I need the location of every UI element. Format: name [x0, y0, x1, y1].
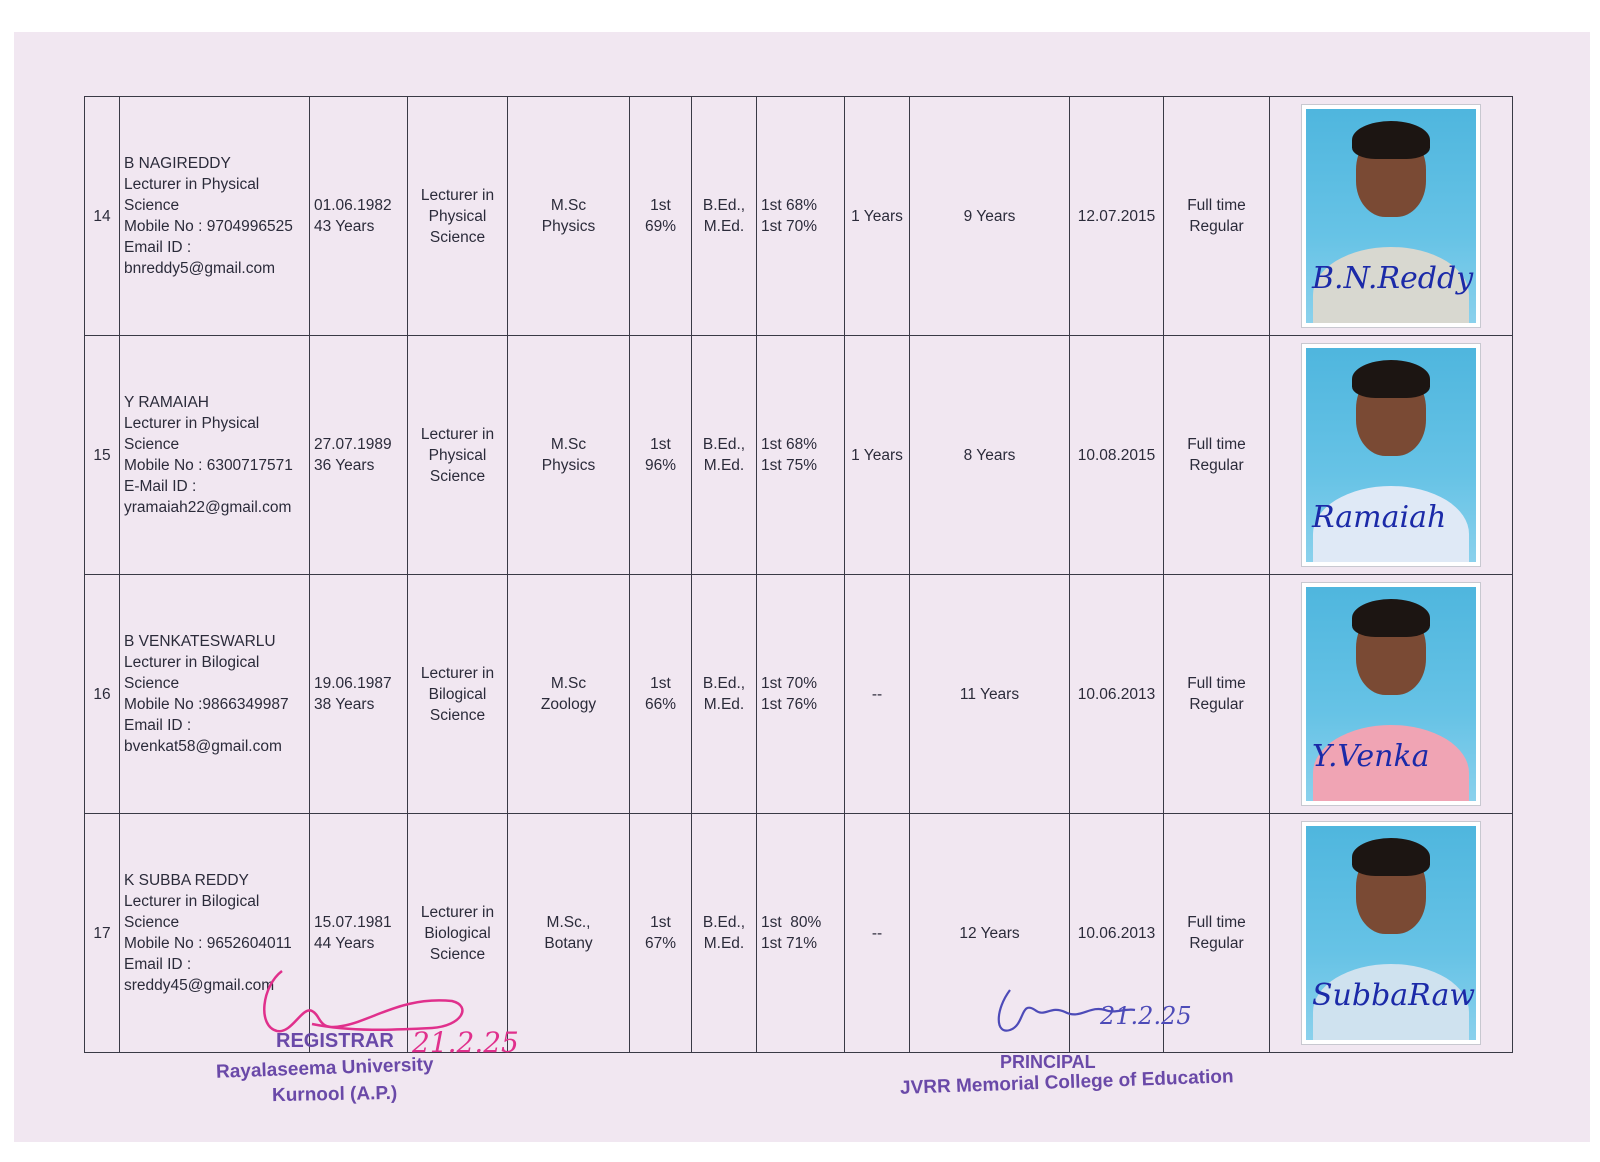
- staff-details: [120, 575, 310, 814]
- table-row: [85, 575, 1513, 814]
- staff-name: B VENKATESWARLU: [124, 633, 276, 650]
- serial-number: 14: [85, 97, 120, 336]
- staff-email: bnreddy5@gmail.com: [124, 260, 275, 277]
- professional-division: 1st 68% 1st 70%: [757, 97, 845, 336]
- professional-qualification: B.Ed., M.Ed.: [692, 575, 757, 814]
- professional-division: 1st 80% 1st 71%: [757, 814, 845, 1053]
- nature-of-appointment: Full time Regular: [1164, 575, 1270, 814]
- pg-qualification: M.Sc Physics: [508, 336, 630, 575]
- date-of-birth: 19.06.1987: [314, 675, 392, 692]
- professional-division: 1st 70% 1st 76%: [757, 575, 845, 814]
- staff-designation: Science: [124, 436, 180, 453]
- photo-hair: [1352, 599, 1430, 637]
- staff-designation: Lecturer in Physical: [124, 176, 260, 193]
- staff-email-label: Email ID :: [124, 239, 192, 256]
- post-held: Lecturer in Physical Science: [408, 336, 508, 575]
- photo-hair: [1352, 360, 1430, 398]
- experience-column-2: 12 Years: [910, 814, 1070, 1053]
- professional-qualification: B.Ed., M.Ed.: [692, 336, 757, 575]
- pg-qualification: M.Sc Physics: [508, 97, 630, 336]
- post-held: Lecturer in Biological Science: [408, 814, 508, 1053]
- table-row: [85, 97, 1513, 336]
- staff-name: K SUBBA REDDY: [124, 872, 249, 889]
- staff-email-label: Email ID :: [124, 717, 192, 734]
- date-of-birth-age: [310, 336, 408, 575]
- pg-division: 1st 67%: [630, 814, 692, 1053]
- staff-email: sreddy45@gmail.com: [124, 977, 275, 994]
- serial-number: 16: [85, 575, 120, 814]
- experience-column-2: 8 Years: [910, 336, 1070, 575]
- staff-details: [120, 336, 310, 575]
- registrar-university: Rayalaseema University: [215, 1054, 434, 1083]
- date-of-birth: 15.07.1981: [314, 914, 392, 931]
- date-of-joining: 10.06.2013: [1070, 814, 1164, 1053]
- staff-name: Y RAMAIAH: [124, 394, 209, 411]
- experience-column-1: --: [845, 575, 910, 814]
- staff-designation: Lecturer in Bilogical: [124, 654, 260, 671]
- nature-of-appointment: Full time Regular: [1164, 814, 1270, 1053]
- date-of-birth-age: [310, 575, 408, 814]
- experience-column-2: 11 Years: [910, 575, 1070, 814]
- staff-designation: Lecturer in Physical: [124, 415, 260, 432]
- faculty-table: [84, 96, 1513, 1053]
- age: 44 Years: [314, 935, 375, 952]
- principal-college: JVRR Memorial College of Education: [899, 1066, 1234, 1099]
- age: 38 Years: [314, 696, 375, 713]
- staff-mobile: Mobile No : 9652604011: [124, 935, 292, 952]
- date-of-birth: 01.06.1982: [314, 197, 392, 214]
- staff-mobile: Mobile No : 6300717571: [124, 457, 293, 474]
- pg-qualification: M.Sc Zoology: [508, 575, 630, 814]
- date-of-birth-age: [310, 97, 408, 336]
- experience-column-1: 1 Years: [845, 97, 910, 336]
- staff-designation: Lecturer in Bilogical: [124, 893, 260, 910]
- registrar-place: Kurnool (A.P.): [271, 1082, 398, 1107]
- serial-number: 17: [85, 814, 120, 1053]
- photo-cell: [1270, 336, 1513, 575]
- staff-details: [120, 97, 310, 336]
- photo-hair: [1352, 121, 1430, 159]
- staff-email: bvenkat58@gmail.com: [124, 738, 282, 755]
- staff-name: B NAGIREDDY: [124, 155, 231, 172]
- experience-column-1: --: [845, 814, 910, 1053]
- photo-cell: [1270, 97, 1513, 336]
- date-of-joining: 12.07.2015: [1070, 97, 1164, 336]
- staff-email: yramaiah22@gmail.com: [124, 499, 292, 516]
- handwritten-signature: B.N.Reddy: [1312, 261, 1474, 296]
- passport-photo: [1302, 583, 1480, 805]
- principal-title: PRINCIPAL: [1000, 1052, 1096, 1072]
- staff-designation: Science: [124, 197, 180, 214]
- handwritten-signature: Ramaiah: [1312, 500, 1447, 535]
- nature-of-appointment: Full time Regular: [1164, 97, 1270, 336]
- professional-qualification: B.Ed., M.Ed.: [692, 97, 757, 336]
- staff-designation: Science: [124, 675, 180, 692]
- table-row: [85, 336, 1513, 575]
- age: 36 Years: [314, 457, 375, 474]
- experience-column-1: 1 Years: [845, 336, 910, 575]
- handwritten-signature: Y.Venka: [1312, 739, 1430, 774]
- staff-designation: Science: [124, 914, 180, 931]
- staff-email-label: Email ID :: [124, 956, 192, 973]
- staff-mobile: Mobile No : 9704996525: [124, 218, 293, 235]
- passport-photo: [1302, 822, 1480, 1044]
- photo-cell: [1270, 814, 1513, 1053]
- principal-date: 21.2.25: [1100, 1002, 1192, 1030]
- serial-number: 15: [85, 336, 120, 575]
- passport-photo: [1302, 344, 1480, 566]
- pg-division: 1st 66%: [630, 575, 692, 814]
- pg-division: 1st 96%: [630, 336, 692, 575]
- passport-photo: [1302, 105, 1480, 327]
- nature-of-appointment: Full time Regular: [1164, 336, 1270, 575]
- post-held: Lecturer in Physical Science: [408, 97, 508, 336]
- photo-hair: [1352, 838, 1430, 876]
- date-of-joining: 10.08.2015: [1070, 336, 1164, 575]
- registrar-title: REGISTRAR: [276, 1030, 394, 1052]
- pg-division: 1st 69%: [630, 97, 692, 336]
- professional-division: 1st 68% 1st 75%: [757, 336, 845, 575]
- handwritten-signature: SubbaRaw: [1312, 978, 1476, 1013]
- age: 43 Years: [314, 218, 375, 235]
- date-of-birth: 27.07.1989: [314, 436, 392, 453]
- professional-qualification: B.Ed., M.Ed.: [692, 814, 757, 1053]
- pg-qualification: M.Sc., Botany: [508, 814, 630, 1053]
- date-of-joining: 10.06.2013: [1070, 575, 1164, 814]
- experience-column-2: 9 Years: [910, 97, 1070, 336]
- registrar-date: 21.2.25: [412, 1026, 519, 1059]
- photo-cell: [1270, 575, 1513, 814]
- staff-mobile: Mobile No :9866349987: [124, 696, 289, 713]
- post-held: Lecturer in Bilogical Science: [408, 575, 508, 814]
- staff-email-label: E-Mail ID :: [124, 478, 197, 495]
